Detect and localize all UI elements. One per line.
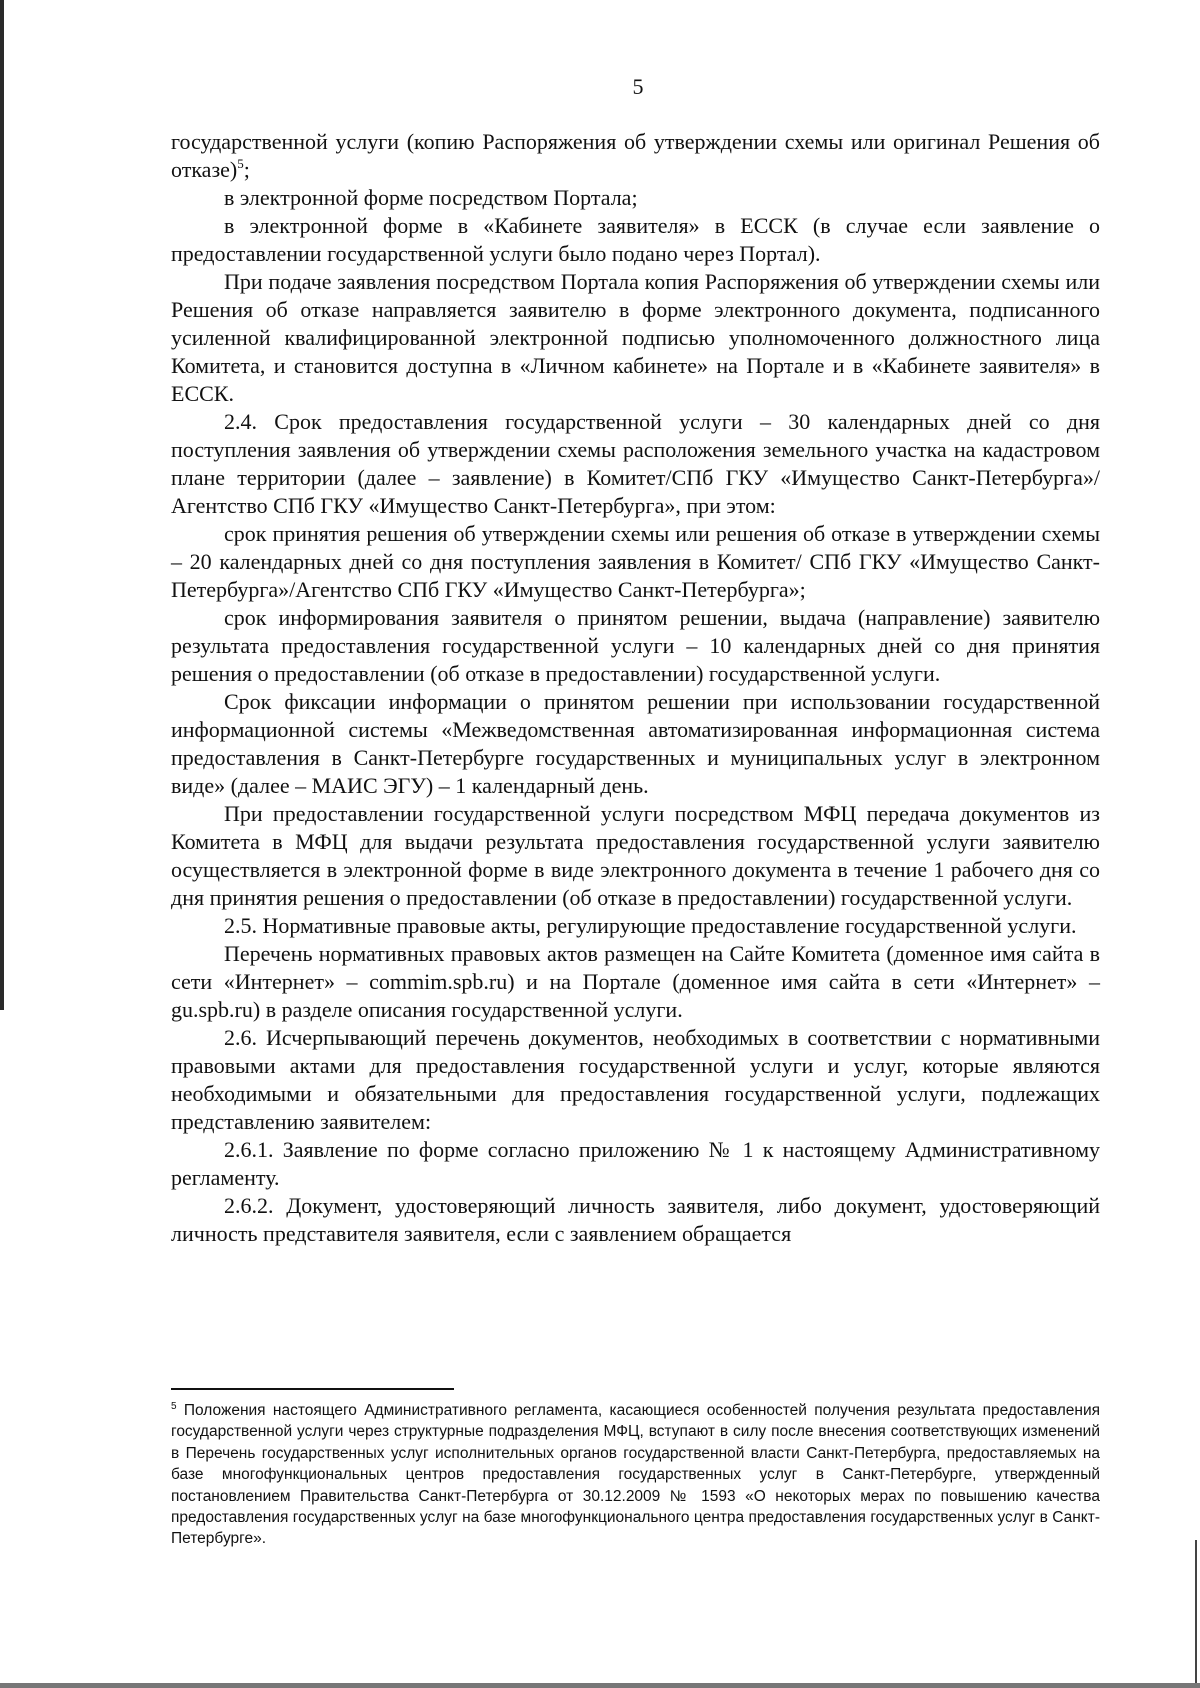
paragraph: 2.5. Нормативные правовые акты, регулирующие предоставление государственной услуги. xyxy=(224,913,1077,938)
paragraph: 2.6.1. Заявление по форме согласно приложению № 1 к настоящему Административному регламенту. xyxy=(171,1137,1100,1190)
paragraph: 2.4. Срок предоставления государственной услуги – 30 календарных дней со дня поступления заявления об утверждении схемы расположения земельного участка на кадастровом плане территории (далее – заявление) в Комитет/СПб ГКУ «Имущество Санкт-Петербурга»/Агентство СПб ГКУ «Имущество Санкт-Петербурга», при этом: xyxy=(171,409,1100,518)
paragraph: При подаче заявления посредством Портала копия Распоряжения об утверждении схемы или Решения об отказе направляется заявителю в форме электронного документа, подписанного усиленной квалифицированной электронной подписью уполномоченного должностного лица Комитета, и становится доступна в «Личном кабинете» на Портале и в «Кабинете заявителя» в ЕССК. xyxy=(171,269,1100,406)
scan-edge-left xyxy=(0,0,4,1010)
paragraph: Перечень нормативных правовых актов размещен на Сайте Комитета (доменное имя сайта в сети «Интернет» – commim.spb.ru) и на Портале (доменное имя сайта в сети «Интернет» – gu.spb.ru) в разделе описания государственной услуги. xyxy=(171,941,1100,1022)
page-number: 5 xyxy=(632,74,644,99)
scan-edge-right xyxy=(1195,1540,1197,1688)
paragraph: в электронной форме в «Кабинете заявителя» в ЕССК (в случае если заявление о предоставлении государственной услуги было подано через Портал). xyxy=(171,213,1100,266)
footnote-separator xyxy=(171,1388,454,1390)
paragraph: 2.6. Исчерпывающий перечень документов, необходимых в соответствии с нормативными правовыми актами для предоставления государственной услуги и услуг, которые являются необходимыми и обязательными для предоставления государственной услуги, подлежащих представлению заявителем: xyxy=(171,1025,1100,1134)
paragraph: срок информирования заявителя о принятом решении, выдача (направление) заявителю результата предоставления государственной услуги – 10 календарных дней со дня принятия решения о предоставлении (об отказе в предоставлении) государственной услуги. xyxy=(171,605,1100,686)
paragraph: в электронной форме посредством Портала; xyxy=(224,185,638,210)
paragraph: государственной услуги (копию Распоряжения об утверждении схемы или оригинал Решения об отказе)$^5$; xyxy=(171,129,1100,182)
paragraph: срок принятия решения об утверждении схемы или решения об отказе в утверждении схемы – 20 календарных дней со дня поступления заявления в Комитет/ СПб ГКУ «Имущество Санкт-Петербурга»/Агентство СПб ГКУ «Имущество Санкт-Петербурга»; xyxy=(171,521,1100,602)
footnote xyxy=(171,1400,1100,1550)
paragraph: При предоставлении государственной услуги посредством МФЦ передача документов из Комитета в МФЦ для выдачи результата предоставления государственной услуги заявителю осуществляется в электронной форме в виде электронного документа в течение 1 рабочего дня со дня принятия решения о предоставлении (об отказе в предоставлении) государственной услуги. xyxy=(171,801,1100,910)
document-body xyxy=(171,128,1100,1248)
paragraph: 2.6.2. Документ, удостоверяющий личность заявителя, либо документ, удостоверяющий личность представителя заявителя, если с заявлением обращается xyxy=(171,1193,1100,1246)
paragraph: Срок фиксации информации о принятом решении при использовании государственной информационной системы «Межведомственная автоматизированная информационная система предоставления в Санкт-Петербурге государственных и муниципальных услуг в электронном виде» (далее – МАИС ЭГУ) – 1 календарный день. xyxy=(171,689,1100,798)
footnote-reference[interactable]: 5 xyxy=(237,156,244,171)
scan-edge-bottom xyxy=(0,1683,1200,1688)
footnote-marker: 5 xyxy=(171,1401,177,1412)
footnote-text: Положения настоящего Административного регламента, касающиеся особенностей получения результата предоставления государственной услуги через структурные подразделения МФЦ, вступают в силу после внесения соответствующих изменений в Перечень государственных услуг исполнительных органов государственной власти Санкт-Петербурга, предоставляемых на базе многофункциональных центров предоставления государственных услуг в Санкт-Петербурге, утвержденный постановлением Правительства Санкт-Петербурга от 30.12.2009 № 1593 «О некоторых мерах по повышению качества предоставления государственных услуг на базе многофункционального центра предоставления государственных услуг в Санкт-Петербурге». xyxy=(171,1402,1100,1548)
